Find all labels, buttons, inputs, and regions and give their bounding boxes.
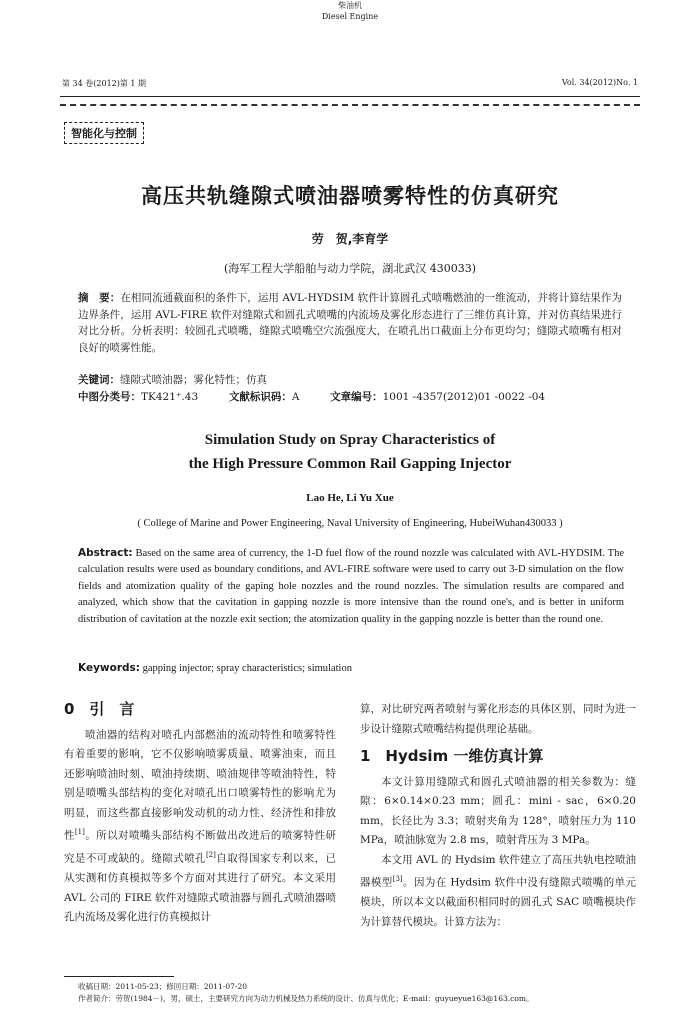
footnote-dates: 收稿日期：2011-05-23；修回日期：2011-07-20 <box>78 982 247 991</box>
header-dash-rule <box>60 104 640 106</box>
keywords-cn-label: 关键词： <box>78 374 120 386</box>
journal-name-cn: 柴油机 <box>338 1 362 10</box>
doc-code-value: A <box>291 391 300 403</box>
abstract-en-label: Abstract: <box>78 547 133 559</box>
article-no-value: 1001 -4357(2012)01 -0022 -04 <box>382 391 546 403</box>
header-rule <box>60 96 640 97</box>
authors-en: Lao He, Li Yu Xue <box>306 492 394 504</box>
authors-cn: 劳 贺,李育学 <box>311 232 389 246</box>
paper-title-en-line1: Simulation Study on Spray Characteristics of <box>204 432 496 448</box>
section-1-paragraph-1: 本文计算用缝隙式和圆孔式喷油器的相关参数为：缝隙：6×0.14×0.23 mm；圆孔：mini - sac，6×0.20 mm，长径比为 3.3；喷射夹角为 128°，喷射压力为 110 MPa，喷油脉宽为 2.8 ms，喷射背压为 3 MPa。 <box>360 775 636 846</box>
section-0-paragraph-1 <box>64 726 336 928</box>
journal-name-en: Diesel Engine <box>321 12 379 21</box>
text-run: 本文用 AVL 的 Hydsim 软件建立了高压共轨电控喷油器模型 <box>360 853 636 889</box>
abstract-en-text: Based on the same area of currency, the 1-D fuel flow of the round nozzle was calculated with AVL-HYDSIM. The calculation results were used as boundary conditions, and AVL-FIRE software were used to carry out 3-D simulation on the flow fields and atomization quality of the gaping hole nozzles and the round nozzles. The simulation results are compared and analyzed, which show that the cavitation in gapping nozzle is more intensive than the round one's, and is better in uniform distribution of cavitation at the nozzle exit section; the atomization quality in the gapping nozzle is better than the round one. <box>78 548 624 625</box>
journal-issue: 第 34 卷(2012)第 1 期 <box>62 79 147 88</box>
section-0-heading: 0 引 言 <box>64 700 135 718</box>
citation-2: [2] <box>205 851 216 859</box>
paper-title-cn: 高压共轨缝隙式喷油器喷雾特性的仿真研究 <box>141 184 559 208</box>
clc-value: TK421⁺.43 <box>141 391 199 403</box>
left-column <box>64 700 336 928</box>
section-0-paragraph-2: 算，对比研究两者喷射与雾化形态的具体区别，同时为进一步设计缝隙式喷嘴结构提供理论基础。 <box>360 703 636 735</box>
keywords-en-text: gapping injector; spray characteristics; simulation <box>142 663 352 674</box>
section-1-heading: 1 Hydsim 一维仿真计算 <box>360 747 544 765</box>
footnote-rule <box>64 976 174 977</box>
affiliation-cn: (海军工程大学船舶与动力学院，湖北武汉 430033) <box>223 262 477 275</box>
classification-line <box>78 389 638 406</box>
doc-code-label: 文献标识码： <box>228 391 292 403</box>
article-no-label: 文章编号： <box>330 391 383 403</box>
section-1-paragraph-2 <box>360 851 636 933</box>
journal-volume: Vol. 34(2012)No. 1 <box>561 78 638 87</box>
citation-3: [3] <box>392 875 403 883</box>
keywords-cn-text: 缝隙式喷油器；雾化特性；仿真 <box>120 374 267 386</box>
abstract-cn-label: 摘 要： <box>78 292 121 304</box>
clc-label: 中图分类号： <box>78 391 141 403</box>
section-label: 智能化与控制 <box>64 122 144 144</box>
abstract-cn-text: 在相同流通截面积的条件下，运用 AVL-HYDSIM 软件计算圆孔式喷嘴燃油的一维流动，并将计算结果作为边界条件，运用 AVL-FIRE 软件对缝隙式和圆孔式喷嘴的内流场及雾化形态进行了三维仿真计算，并对仿真结果进行对比分析。分析表明：较圆孔式喷嘴，缝隙式喷嘴空穴流强度大，在喷孔出口截面上分布更均匀；缝隙式喷嘴有相对良好的喷雾性能。 <box>78 292 623 354</box>
keywords-en <box>78 660 624 678</box>
paper-title-en-line2: the High Pressure Common Rail Gapping Injector <box>188 456 512 472</box>
journal-name <box>0 0 700 22</box>
right-column <box>360 700 636 932</box>
keywords-cn <box>78 372 622 389</box>
text-run: 喷油器的结构对喷孔内部燃油的流动特性和喷雾特性有着重要的影响，它不仅影响喷雾质量、喷雾油束，而且还影响喷油时刻、喷油持续期、喷油规律等喷油特性，特别是喷嘴头部结构的变化对喷孔出口喷雾特性的影响尤为明显，而这些都直接影响发动机的动力性、经济性和排放性 <box>64 728 336 842</box>
citation-1: [1] <box>74 828 85 836</box>
abstract-cn <box>78 290 622 356</box>
footnote-author: 作者简介：劳贺(1984－)，男，硕士，主要研究方向为动力机械及热力系统的设计、仿真与优化；E-mail：guyueyue163@163.com。 <box>78 994 534 1003</box>
text-run: 自取得国家专利以来，已从实测和仿真模拟等多个方面对其进行了研究。本文采用 AVL 公司的 FIRE 软件对缝隙式喷油器与圆孔式喷油器喷孔内流场及雾化进行仿真模拟计 <box>64 852 337 923</box>
affiliation-en: ( College of Marine and Power Engineering, Naval University of Engineering, HubeiWuhan430033 ) <box>137 518 563 529</box>
keywords-en-label: Keywords: <box>78 662 140 674</box>
abstract-en <box>78 545 624 628</box>
text-run: 。所以对喷嘴头部结构不断做出改进后的喷雾特性研究是不可或缺的。缝隙式喷孔 <box>64 829 337 865</box>
text-run: 。因为在 Hydsim 软件中没有缝隙式喷嘴的单元模块，所以本文以截面积相同时的圆孔式 SAC 喷嘴模块作为计算替代模块。计算方法为： <box>360 876 636 928</box>
